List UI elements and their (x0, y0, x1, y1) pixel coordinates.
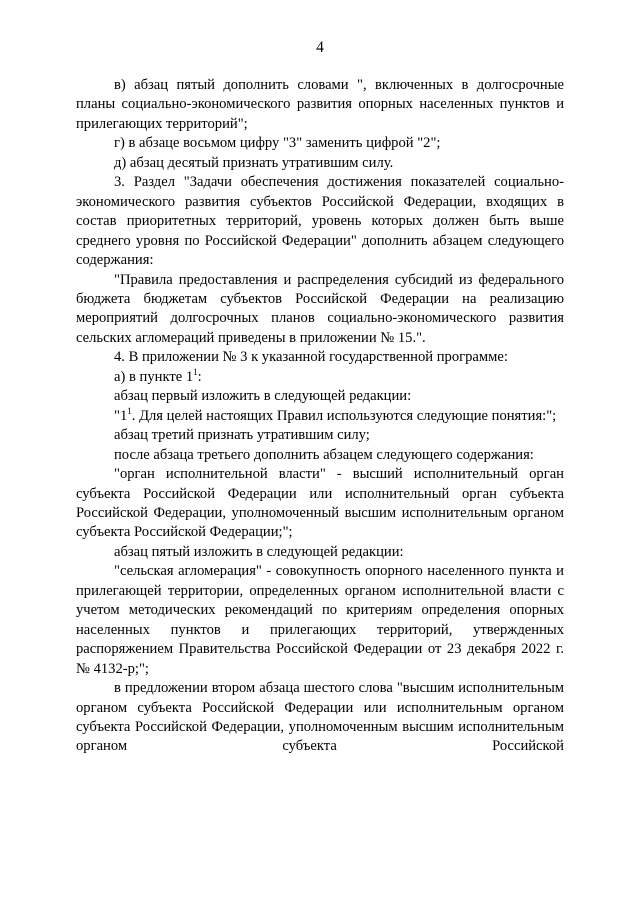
paragraph-definitions-quote (76, 407, 564, 426)
paragraph-first-abzac: абзац первый изложить в следующей редакции: (114, 388, 412, 405)
definitions-quote-start: "1 (114, 407, 128, 424)
page-number: 4 (316, 39, 324, 56)
point-a-suffix: : (197, 368, 202, 385)
paragraph-amend-d: д) абзац десятый признать утратившим силу. (114, 154, 394, 171)
paragraph-point-a (76, 368, 564, 387)
definitions-superscript: 1 (127, 405, 132, 416)
point-a-superscript: 1 (193, 366, 198, 377)
paragraph-after-third: после абзаца третьего дополнить абзацем следующего содержания: (114, 446, 534, 463)
document-body (76, 76, 564, 757)
paragraph-sixth-abzac: в предложении втором абзаца шестого слова "высшим исполнительным органом субъекта Российской Федерации или исполнительным органом субъекта Российской Федерации, уполномоченным высшим исполнительным органом субъекта Российской (76, 680, 564, 755)
paragraph-third-abzac: абзац третий признать утратившим силу; (114, 427, 370, 444)
paragraph-amend-g: г) в абзаце восьмом цифру "3" заменить цифрой "2"; (114, 135, 441, 152)
paragraph-fifth-abzac: абзац пятый изложить в следующей редакции: (114, 543, 404, 560)
point-a-text: а) в пункте 1 (114, 368, 194, 385)
paragraph-executive-body-definition: "орган исполнительной власти" - высший исполнительный орган субъекта Российской Федерации или исполнительный орган субъекта Российской Федерации, уполномоченный высшим исполнительным органом субъекта Российской Федерации;"; (76, 466, 564, 541)
paragraph-section-3: 3. Раздел "Задачи обеспечения достижения показателей социально-экономического развития субъектов Российской Федерации, входящих в состав приоритетных территорий, уровень которых должен быть выше среднего уровня по Российской Федерации" дополнить абзацем следующего содержания: (76, 174, 564, 269)
paragraph-appendix-4: 4. В приложении № 3 к указанной государственной программе: (114, 349, 508, 366)
paragraph-rules-quote: "Правила предоставления и распределения субсидий из федерального бюджета бюджетам субъектов Российской Федерации на реализацию мероприятий долгосрочных планов социально-экономического развития сельских агломераций приведены в приложении № 15.". (76, 271, 564, 346)
definitions-quote-text: . Для целей настоящих Правил используются следующие понятия:"; (131, 407, 557, 424)
paragraph-agglomeration-definition: "сельская агломерация" - совокупность опорного населенного пункта и прилегающей территории, определенных органом исполнительной власти с учетом методических рекомендаций по критериям определения опорных населенных пунктов и прилегающих территорий, утвержденных распоряжением Правительства Российской Федерации от 23 декабря 2022 г. № 4132-р;"; (76, 563, 564, 677)
paragraph-amend-v: в) абзац пятый дополнить словами ", включенных в долгосрочные планы социально-экономического развития опорных населенных пунктов и прилегающих территорий"; (76, 77, 564, 132)
